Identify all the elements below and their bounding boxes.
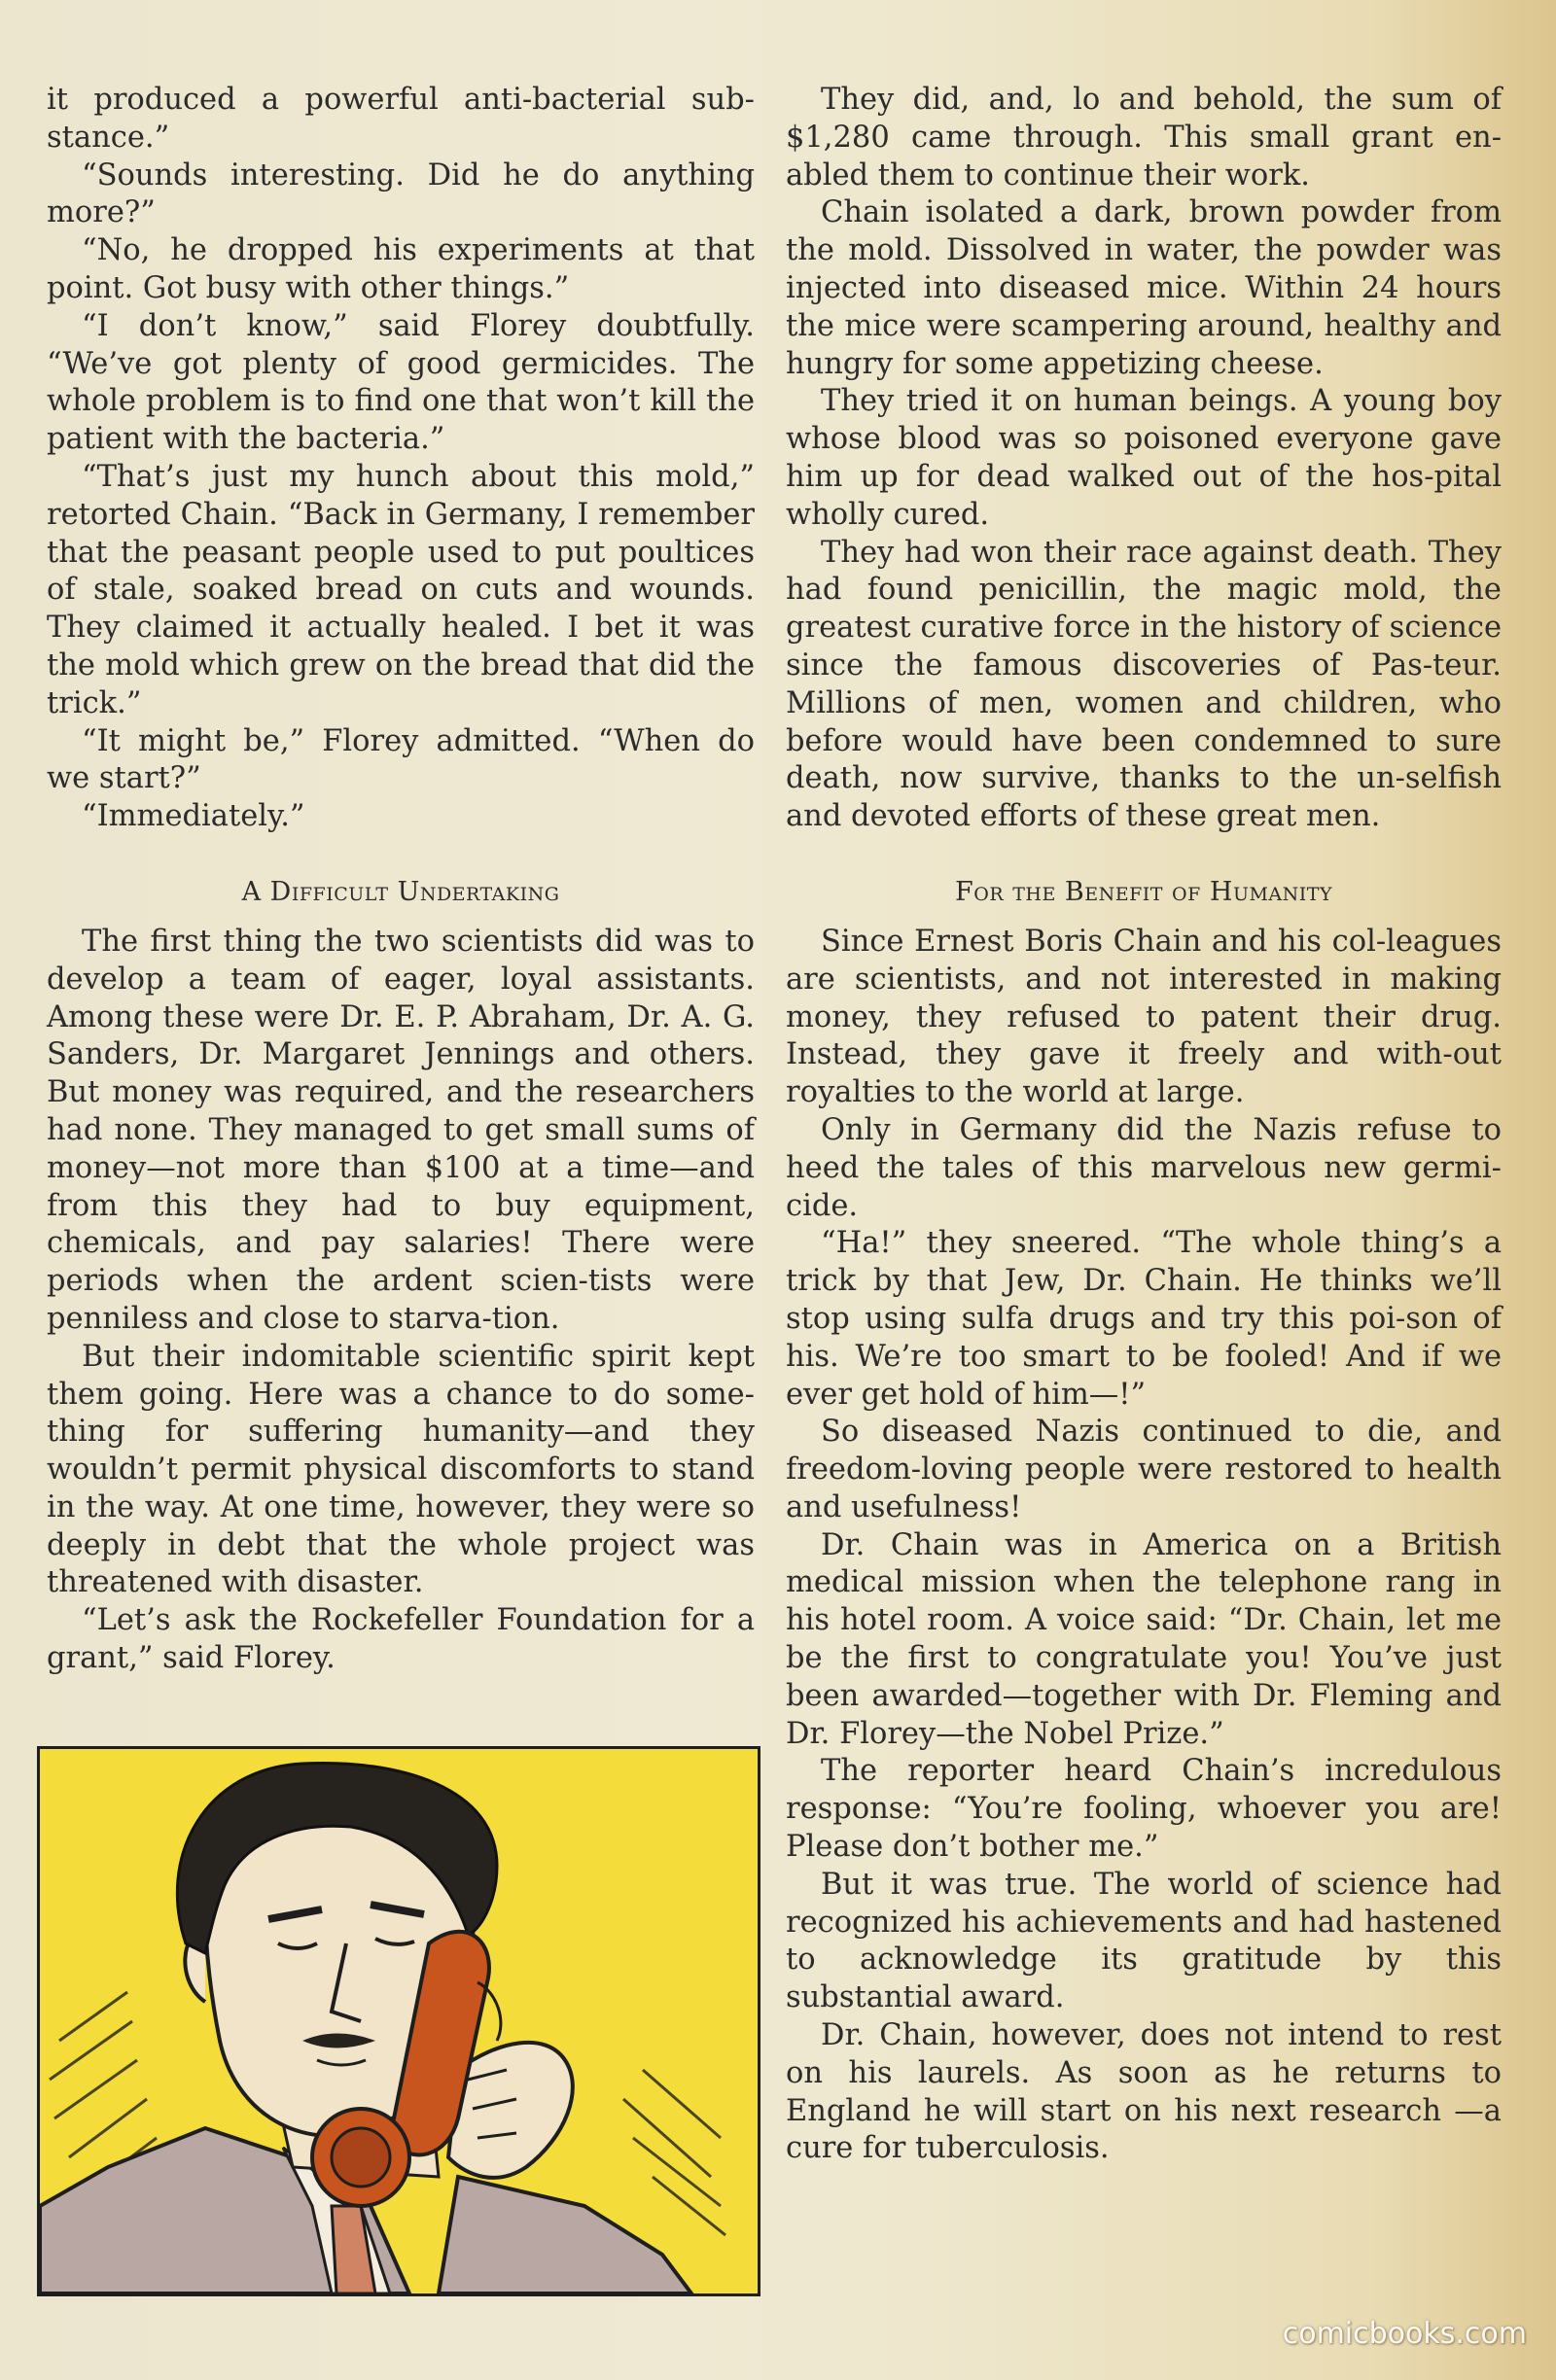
paragraph: They had won their race against death. They had found penicillin, the magic mold, the greatest curative force in the history of science since the famous discoveries of Pas-teur. Millions of men, women and children, who before would have been condemned to sure death, now survive, thanks to the un-selfish and devoted efforts of these great men.	[786, 535, 1502, 834]
left-top-paragraphs	[47, 82, 755, 836]
comic-panel-chain-on-phone	[37, 1746, 760, 2296]
site-watermark: comicbooks.com	[1282, 2317, 1527, 2351]
paragraph: The reporter heard Chain’s incredulous response: “You’re fooling, whoever you are! Please don’t bother me.”	[786, 1754, 1502, 1865]
paragraph: “Immediately.”	[82, 799, 305, 834]
paragraph: They did, and, lo and behold, the sum of $1,280 came through. This small grant en-abled them to continue their work.	[786, 83, 1502, 192]
right-bottom-paragraphs	[786, 924, 1502, 2168]
paragraph: So diseased Nazis continued to die, and freedom-loving people were restored to health and usefulness!	[786, 1415, 1502, 1524]
paragraph: Dr. Chain, however, does not intend to rest on his laurels. As soon as he returns to England he will start on his next research —a cure for tuberculosis.	[786, 2018, 1502, 2166]
paragraph: Chain isolated a dark, brown powder from the mold. Dissolved in water, the powder was injected into diseased mice. Within 24 hours the mice were scampering around, healthy and hungry for some appetizing cheese.	[786, 195, 1502, 381]
paragraph: “I don’t know,” said Florey doubtfully. “We’ve got plenty of good germicides. The whole problem is to find one that won’t kill the patient with the bacteria.”	[47, 308, 755, 457]
paragraph: But it was true. The world of science had recognized his achievements and had hastened to acknowledge its gratitude by this substantial award.	[786, 1867, 1502, 2015]
section-heading-benefit-of-humanity: For the Benefit of Humanity	[955, 876, 1332, 907]
paragraph: “Let’s ask the Rockefeller Foundation for a grant,” said Florey.	[47, 1603, 755, 1676]
left-column	[47, 82, 755, 1678]
paragraph: They tried it on human beings. A young boy whose blood was so poisoned everyone gave him up for dead walked out of the hos-pital wholly cured.	[786, 384, 1502, 532]
left-bottom-paragraphs	[47, 924, 755, 1678]
paragraph: “Sounds interesting. Did he do anything more?”	[47, 158, 755, 230]
paragraph: “It might be,” Florey admitted. “When do we start?”	[47, 723, 755, 796]
paragraph: “That’s just my hunch about this mold,” retorted Chain. “Back in Germany, I remember that the peasant people used to put poultices of stale, soaked bread on cuts and wounds. They claimed it actually healed. I bet it was the mold which grew on the bread that did the trick.”	[47, 459, 755, 720]
paragraph: Only in Germany did the Nazis refuse to heed the tales of this marvelous new germi-cide.	[786, 1112, 1502, 1223]
paragraph: Dr. Chain was in America on a British medical mission when the telephone rang in his hotel room. A voice said: “Dr. Chain, let me be the first to congratulate you! You’ve just been awarded—together with Dr. Fleming and Dr. Florey—the Nobel Prize.”	[786, 1527, 1502, 1751]
right-top-paragraphs	[786, 82, 1502, 836]
right-column	[786, 82, 1502, 2168]
paragraph: it produced a powerful anti-bacterial sub-stance.”	[47, 83, 755, 155]
paragraph: Since Ernest Boris Chain and his col-leagues are scientists, and not interested in making money, they refused to patent their drug. Instead, they gave it freely and with-out royalties to the world at large.	[786, 924, 1502, 1110]
paragraph: “Ha!” they sneered. “The whole thing’s a trick by that Jew, Dr. Chain. He thinks we’ll stop using sulfa drugs and try this poi-son of his. We’re too smart to be fooled! And if we ever get hold of him—!”	[786, 1226, 1502, 1412]
paragraph: But their indomitable scientific spirit kept them going. Here was a chance to do some-thing for suffering humanity—and they wouldn’t permit physical discomforts to stand in the way. At one time, however, they were so deeply in debt that the whole project was threatened with disaster.	[47, 1339, 755, 1600]
paragraph: “No, he dropped his experiments at that point. Got busy with other things.”	[47, 233, 755, 305]
paragraph: The first thing the two scientists did was to develop a team of eager, loyal assistants. Among these were Dr. E. P. Abraham, Dr. A. G. Sanders, Dr. Margaret Jennings and others. But money was required, and the researchers had none. They managed to get small sums of money—not more than $100 at a time—and from this they had to buy equipment, chemicals, and pay salaries! There were periods when the ardent scien-tists were penniless and close to starva-tion.	[47, 924, 755, 1336]
section-heading-difficult-undertaking: A Difficult Undertaking	[241, 876, 560, 907]
man-on-telephone-illustration	[40, 1749, 758, 2293]
